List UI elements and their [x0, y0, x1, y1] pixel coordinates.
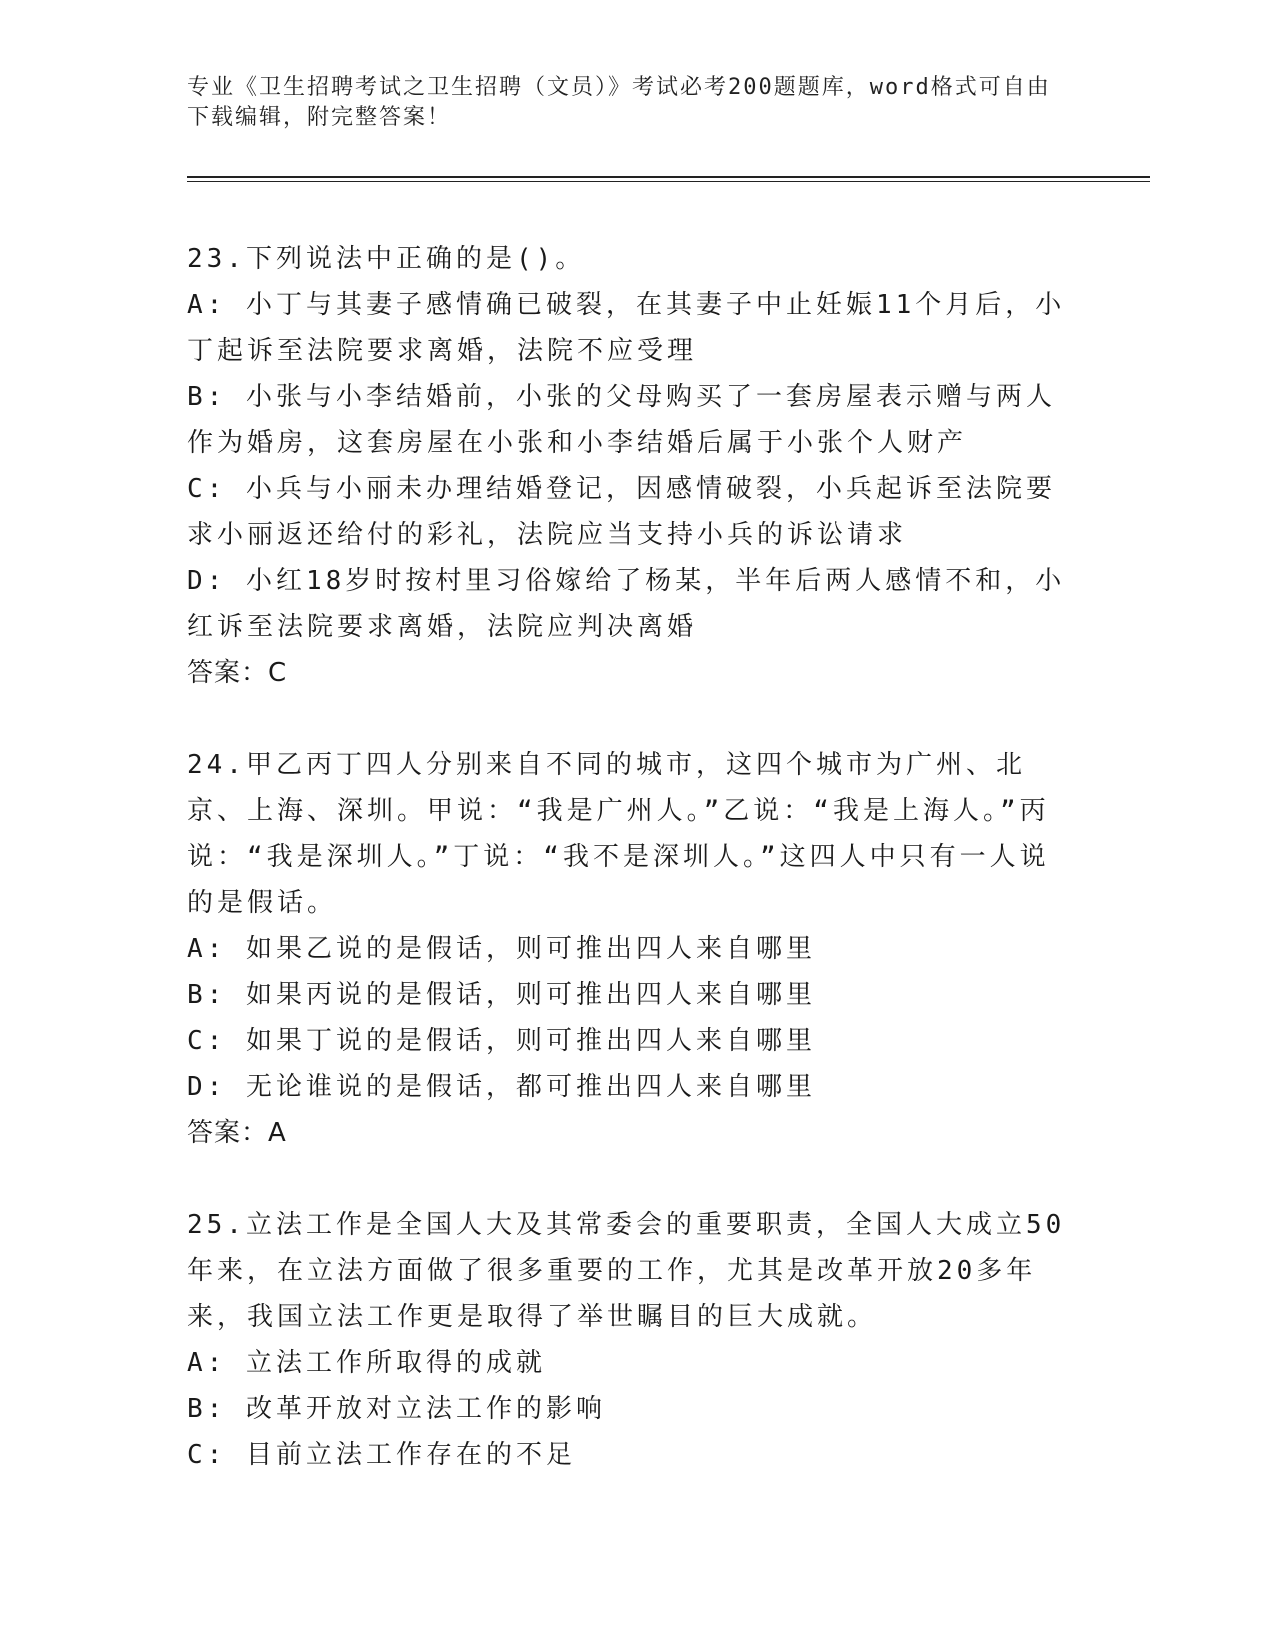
question-list [187, 236, 1067, 1524]
option-a: A: 如果乙说的是假话，则可推出四人来自哪里 [187, 934, 816, 964]
header-divider-thin [187, 181, 1150, 182]
option-b: B: 如果丙说的是假话，则可推出四人来自哪里 [187, 980, 816, 1010]
option-c: C: 小兵与小丽未办理结婚登记，因感情破裂，小兵起诉至法院要求小丽返还给付的彩礼，法院应当支持小兵的诉讼请求 [187, 474, 1056, 550]
document-header: 专业《卫生招聘考试之卫生招聘（文员）》考试必考200题题库，word格式可自由下载编辑，附完整答案！ [187, 75, 1051, 130]
question-23 [187, 236, 1067, 696]
question-stem: 25.立法工作是全国人大及其常委会的重要职责，全国人大成立50年来，在立法方面做了很多重要的工作，尤其是改革开放20多年来，我国立法工作更是取得了举世瞩目的巨大成就。 [187, 1210, 1066, 1332]
option-c: C: 目前立法工作存在的不足 [187, 1440, 576, 1470]
option-d: D: 小红18岁时按村里习俗嫁给了杨某，半年后两人感情不和，小红诉至法院要求离婚，法院应判决离婚 [187, 566, 1066, 642]
header-divider-thick [187, 176, 1150, 178]
option-b: B: 小张与小李结婚前，小张的父母购买了一套房屋表示赠与两人作为婚房，这套房屋在小张和小李结婚后属于小张个人财产 [187, 382, 1056, 458]
answer: 答案：A [187, 1118, 287, 1148]
question-24 [187, 742, 1067, 1156]
option-a: A: 小丁与其妻子感情确已破裂，在其妻子中止妊娠11个月后，小丁起诉至法院要求离婚，法院不应受理 [187, 290, 1066, 366]
question-25 [187, 1202, 1067, 1478]
option-a: A: 立法工作所取得的成就 [187, 1348, 546, 1378]
question-stem: 23.下列说法中正确的是()。 [187, 244, 586, 274]
option-d: D: 无论谁说的是假话，都可推出四人来自哪里 [187, 1072, 816, 1102]
option-b: B: 改革开放对立法工作的影响 [187, 1394, 606, 1424]
answer: 答案：C [187, 658, 288, 688]
option-c: C: 如果丁说的是假话，则可推出四人来自哪里 [187, 1026, 816, 1056]
question-stem: 24.甲乙丙丁四人分别来自不同的城市，这四个城市为广州、北京、上海、深圳。甲说：“我是广州人。”乙说：“我是上海人。”丙说：“我是深圳人。”丁说：“我不是深圳人。”这四人中只有一人说的是假话。 [187, 750, 1050, 918]
